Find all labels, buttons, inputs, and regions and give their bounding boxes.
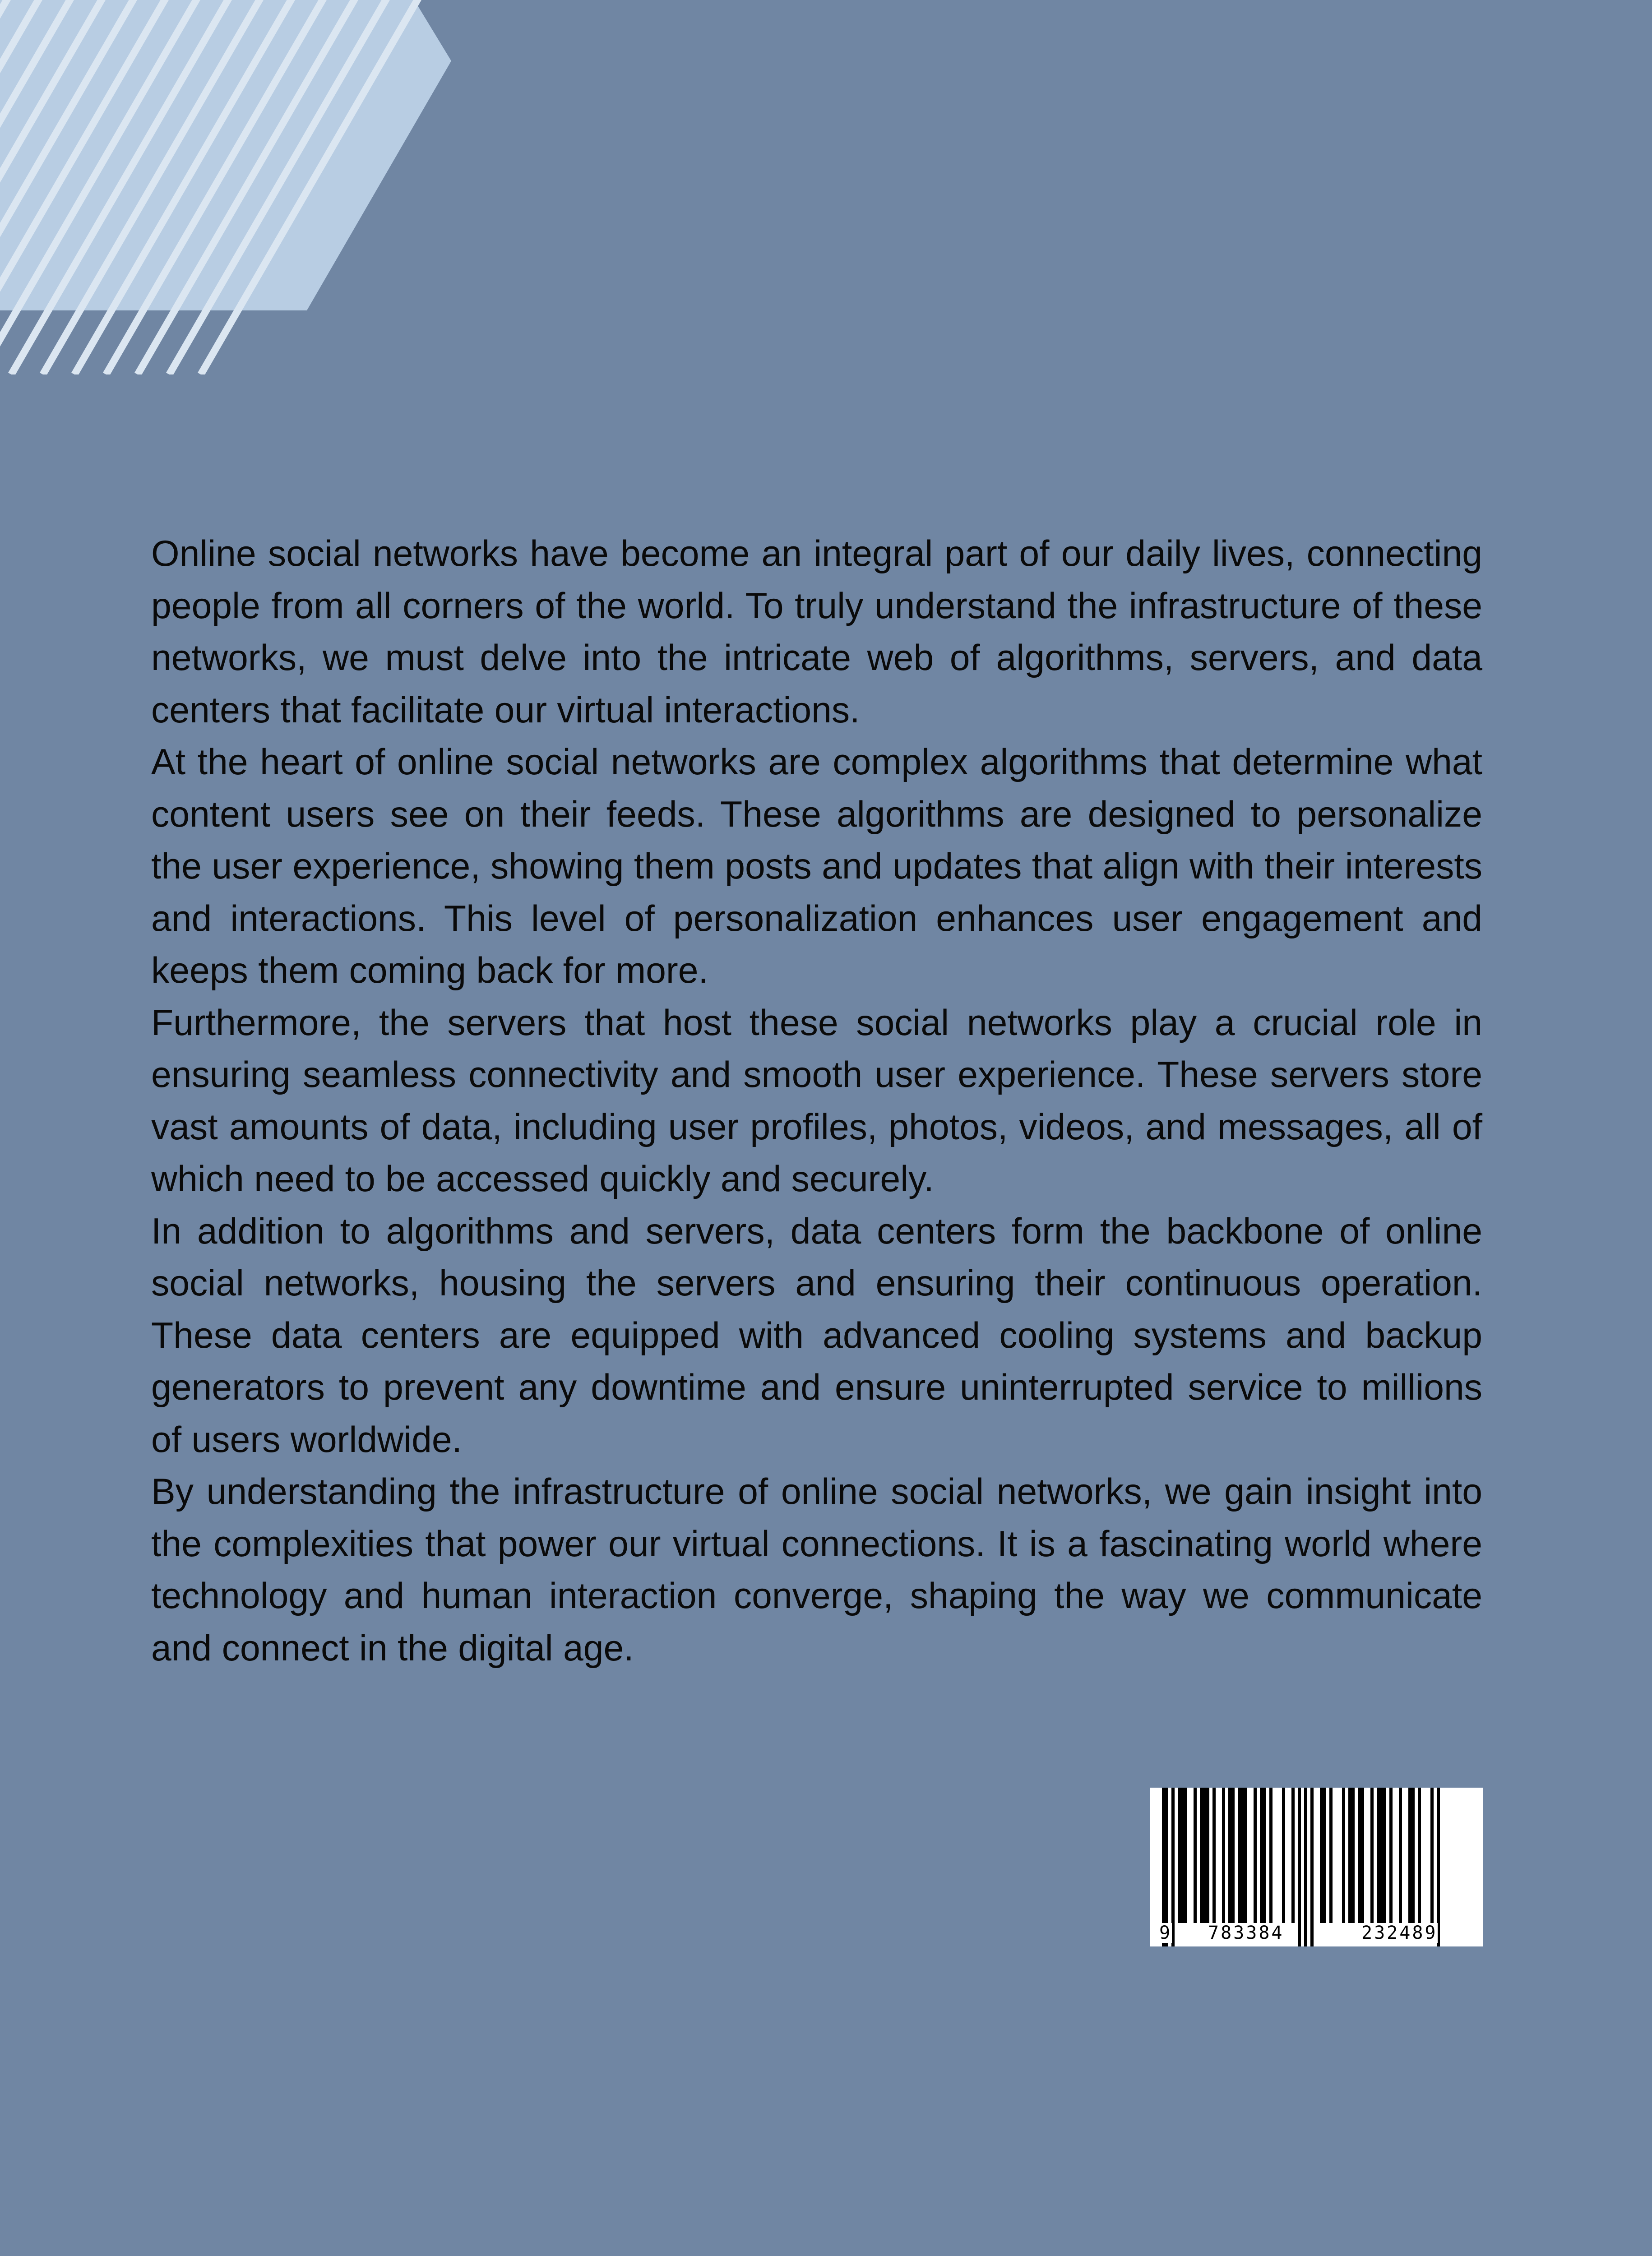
- barcode-bar: [1377, 1788, 1386, 1923]
- blurb-paragraph: Online social networks have become an integral part of our daily lives, connecting people from all corners of the world. To truly understand the infrastructure of these networks, we must delve into the intricate web of algorithms, servers, and data centers that facilitate our virtual interactions.: [151, 533, 1482, 730]
- barcode-bar: [1399, 1788, 1402, 1923]
- barcode-bar: [1342, 1788, 1345, 1923]
- barcode-bar: [1304, 1788, 1307, 1946]
- back-cover-blurb: [151, 528, 1482, 1674]
- isbn-barcode: [1150, 1788, 1483, 1946]
- barcode-bar: [1212, 1788, 1216, 1923]
- barcode-bar: [1178, 1788, 1187, 1923]
- barcode-bar: [1254, 1788, 1257, 1923]
- barcode-bar: [1418, 1788, 1421, 1923]
- blurb-paragraph: Furthermore, the servers that host these social networks play a crucial role in ensuring seamless connectivity and smooth user experience. These servers store vast amounts of data, including user profiles, photos, videos, and messages, all of which need to be accessed quickly and securely.: [151, 1002, 1482, 1199]
- barcode-bar: [1408, 1788, 1415, 1923]
- barcode-bar: [1260, 1788, 1266, 1923]
- barcode-bar: [1370, 1788, 1374, 1923]
- hexagon-shape: [0, 0, 451, 310]
- barcode-bar: [1320, 1788, 1326, 1923]
- barcode-bar: [1430, 1788, 1434, 1923]
- barcode-bar: [1194, 1788, 1197, 1923]
- barcode-bar: [1348, 1788, 1355, 1923]
- barcode-bar: [1222, 1788, 1225, 1923]
- barcode-bar: [1291, 1788, 1295, 1923]
- barcode-bar: [1329, 1788, 1333, 1923]
- barcode-bar: [1282, 1788, 1285, 1923]
- barcode-bar: [1298, 1788, 1301, 1946]
- barcode-right-digits: 232489: [1361, 1923, 1438, 1943]
- barcode-bar: [1200, 1788, 1209, 1923]
- blurb-paragraph: At the heart of online social networks are complex algorithms that determine what content users see on their feeds. These algorithms are designed to personalize the user experience, showing them posts and updates that align with their interests and interactions. This level of personalization enhances user engagement and keeps them coming back for more.: [151, 742, 1482, 991]
- barcode-bar: [1310, 1788, 1314, 1946]
- blurb-paragraph: In addition to algorithms and servers, data centers form the backbone of online social networks, housing the servers and ensuring their continuous operation. These data centers are equipped with advanced cooling systems and backup generators to prevent any downtime and ensure uninterrupted service to millions of users worldwide.: [151, 1211, 1482, 1460]
- barcode-bar: [1238, 1788, 1247, 1923]
- hexagon-stripes-graphic: [0, 0, 451, 374]
- barcode-bar: [1228, 1788, 1235, 1923]
- barcode-bar: [1389, 1788, 1393, 1923]
- barcode-left-digits: 783384: [1208, 1923, 1284, 1943]
- barcode-first-digit: 9: [1159, 1923, 1172, 1943]
- barcode-bar: [1358, 1788, 1364, 1923]
- barcode-bar: [1269, 1788, 1273, 1923]
- blurb-paragraph: By understanding the infrastructure of online social networks, we gain insight into the complexities that power our virtual connections. It is a fascinating world where technology and human interaction converge, shaping the way we communicate and connect in the digital age.: [151, 1471, 1482, 1669]
